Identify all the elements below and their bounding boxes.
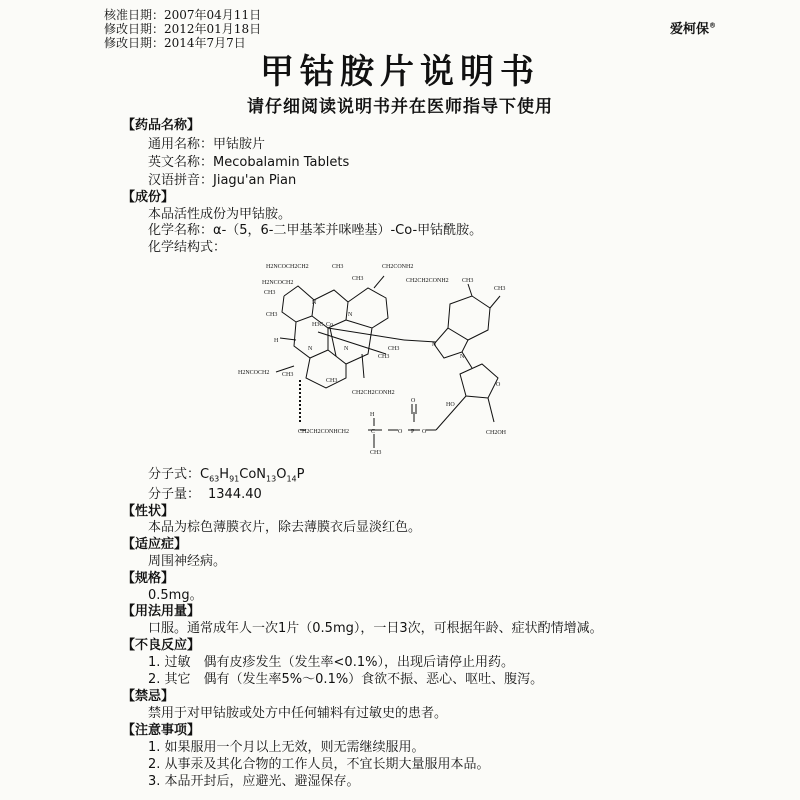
spec-text: 0.5mg。 [148,588,203,603]
contraindication-text: 禁用于对甲钴胺或处方中任何辅料有过敏史的患者。 [148,706,448,721]
label-h3c-co: H3C [312,322,324,328]
precaution-item-1: 1. 如果服用一个月以上无效，则无需继续服用。 [148,740,425,755]
label-o-chain-1: O [398,429,403,435]
label-ch3-benz-2: CH3 [494,286,506,292]
indication-text: 周围神经病。 [148,554,227,569]
brand-logo [670,18,716,37]
appearance-text: 本品为棕色薄膜衣片，除去薄膜衣后显淡红色。 [148,520,422,535]
adverse-item-1: 1. 过敏 偶有皮疹发生（发生率<0.1%），出现后请停止用药。 [148,655,514,670]
active-ingredient: 本品活性成份为甲钴胺。 [148,207,292,222]
composition-heading: 【成份】 [122,190,175,205]
label-ho-ribose: HO [446,402,455,408]
formula-label: 分子式： [148,467,201,482]
label-ch2ch2conh2-right: CH2CH2CONH2 [406,278,449,284]
structure-label: 化学结构式： [148,240,227,255]
label-ch3-bottom-4: CH3 [388,346,400,352]
label-ch3-benz-1: CH3 [462,278,474,284]
label-ch3-left-2: CH3 [266,312,278,318]
appearance-heading: 【性状】 [122,504,175,519]
mw-value: 1344.40 [208,487,262,502]
formula-n-count: 13 [266,474,277,484]
page-title: 甲钴胺片说明书 [260,52,540,92]
precaution-item-2: 2. 从事汞及其化合物的工作人员，不宜长期大量服用本品。 [148,757,490,772]
approval-date: 核准日期：2007年04月11日 [104,8,262,22]
pinyin-name: 汉语拼音：Jiagu'an Pian [148,173,297,188]
label-o-ribose: O [496,382,501,388]
formula-o: O [276,467,287,482]
label-ch3-bottom-1: CH3 [282,372,294,378]
formula-o-count: 14 [286,474,297,484]
label-p: P [411,429,415,435]
english-name: 英文名称：Mecobalamin Tablets [148,155,350,170]
formula-h: H [219,467,230,482]
label-ch3-bottom-3: CH3 [378,354,390,360]
precaution-item-3: 3. 本品开封后，应避光、避湿保存。 [148,774,360,789]
formula-c: C [200,467,210,482]
contraindication-heading: 【禁忌】 [122,689,175,704]
label-h-left: H [274,338,279,344]
formula-con: CoN [239,467,267,482]
label-ch2conh2-top: CH2CONH2 [382,264,414,270]
spec-heading: 【规格】 [122,571,175,586]
drug-name-heading: 【药品名称】 [122,118,201,133]
label-n-3: N [308,346,313,352]
label-ch3-top-2: CH3 [352,276,364,282]
molecular-weight [148,486,262,504]
label-ch2ch2conh2-bottom: CH2CH2CONH2 [352,390,395,396]
label-h-chain: H [370,412,375,418]
label-cobalt: Co [326,322,334,328]
label-n-1: N [312,300,317,306]
chemical-name: 化学名称：α-（5，6-二甲基苯并咪唑基）-Co-甲钴酰胺。 [148,223,483,238]
generic-name: 通用名称：甲钴胺片 [148,137,266,152]
label-n-2: N [348,312,353,318]
label-ch3-chain: CH3 [370,450,382,456]
page-subtitle: 请仔细阅读说明书并在医师指导下使用 [247,97,553,117]
adverse-item-2: 2. 其它 偶有（发生率5%～0.1%）食欲不振、恶心、呕吐、腹泻。 [148,672,544,687]
label-h2ncoch2-bottom: H2NCOCH2 [238,370,270,376]
label-o-chain-2: O [411,398,416,404]
brand-name: 爱柯保 [669,22,709,37]
label-n-benz-2: N [460,354,465,360]
mw-label: 分子量： [148,487,201,502]
label-ch2oh: CH2OH [486,430,507,436]
precautions-heading: 【注意事项】 [122,723,201,738]
formula-p: P [296,467,305,482]
label-h2ncoch2ch2-top: H2NCOCH2CH2 [266,264,309,270]
label-n-benz-1: N [432,342,437,348]
registered-mark: ® [709,21,716,30]
adverse-heading: 【不良反应】 [122,638,201,653]
label-c-chain: C [371,429,376,435]
label-ch3-bottom-2: CH3 [326,378,338,384]
label-n-4: N [344,346,349,352]
label-o-chain-3: O [422,429,427,435]
chemical-structure-diagram [236,254,526,464]
dosage-heading: 【用法用量】 [122,604,201,619]
label-h2ncoch2-left: H2NCOCH2 [262,280,294,286]
label-ch3-top-1: CH3 [332,264,344,270]
revision-date-2: 修改日期：2014年7月7日 [104,36,246,50]
revision-date-1: 修改日期：2012年01月18日 [104,22,262,36]
label-ch2ch2conhch2: CH2CH2CONHCH2 [298,429,350,435]
formula-h-count: 91 [229,474,240,484]
label-ch3-left-1: CH3 [264,290,276,296]
formula-c-count: 63 [209,474,220,484]
indication-heading: 【适应症】 [122,537,188,552]
dosage-text: 口服。通常成年人一次1片（0.5mg），一日3次，可根据年龄、症状酌情增减。 [148,621,603,636]
